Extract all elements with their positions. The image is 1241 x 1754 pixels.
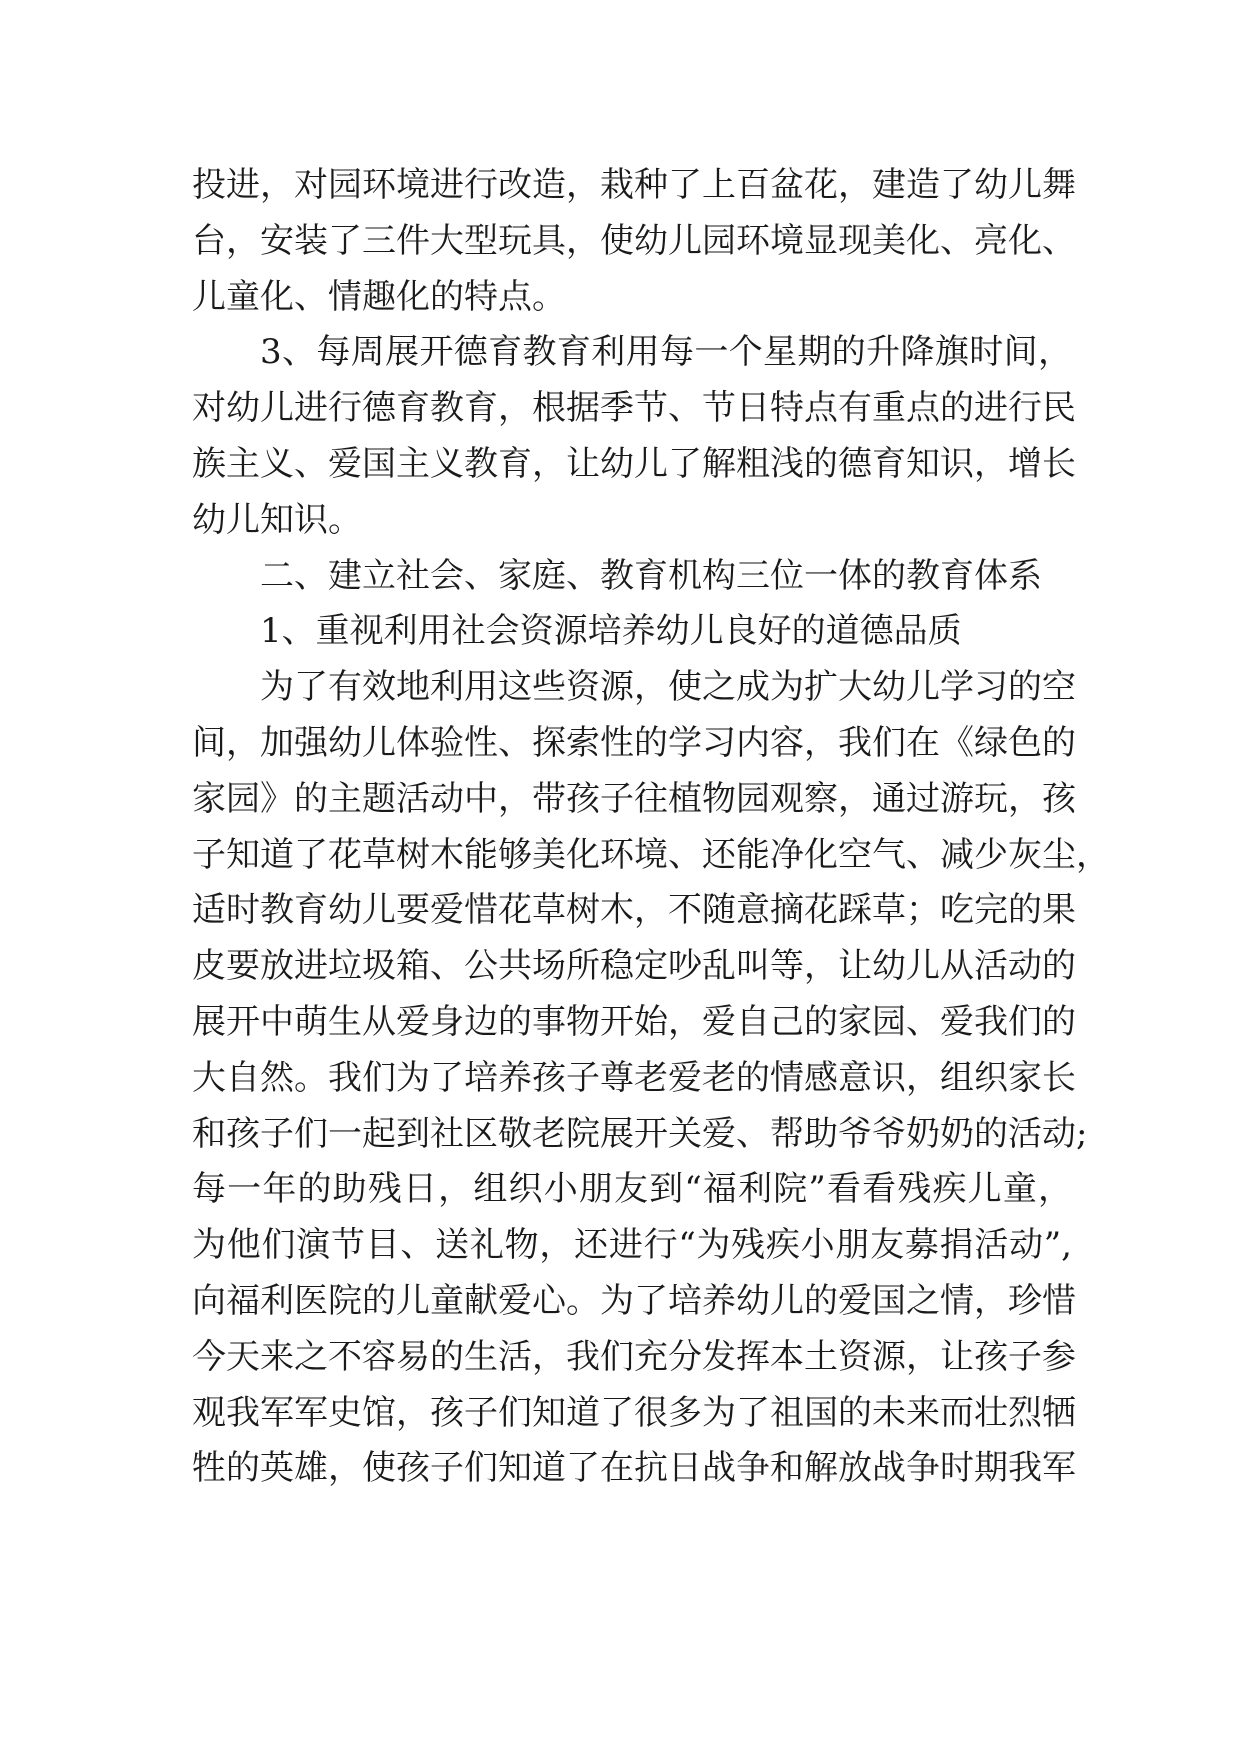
text-line: 适时教育幼儿要爱惜花草树木，不随意摘花踩草；吃完的果	[192, 890, 1076, 931]
text-line: 幼儿知识。	[192, 499, 362, 540]
text-line: 为了有效地利用这些资源，使之成为扩大幼儿学习的空	[260, 667, 1076, 708]
text-line: 家园》的主题活动中，带孩子往植物园观察，通过游玩，孩	[192, 778, 1076, 819]
text-line: 今天来之不容易的生活，我们充分发挥本土资源，让孩子参	[192, 1336, 1076, 1377]
text-line: 牲的英雄，使孩子们知道了在抗日战争和解放战争时期我军	[192, 1448, 1076, 1489]
text-line: 观我军军史馆，孩子们知道了很多为了祖国的未来而壮烈牺	[192, 1392, 1076, 1433]
text-line: 台，安装了三件大型玩具，使幼儿园环境显现美化、亮化、	[192, 220, 1076, 261]
text-line: 子知道了花草树木能够美化环境、还能净化空气、减少灰尘，	[192, 834, 1110, 875]
subsection-heading: 1、重视利用社会资源培养幼儿良好的道德品质	[260, 611, 962, 652]
text-line: 大自然。我们为了培养孩子尊老爱老的情感意识，组织家长	[192, 1057, 1076, 1098]
text-line: 每一年的助残日，组织小朋友到“福利院”看看残疾儿童，	[192, 1169, 1072, 1210]
text-line: 向福利医院的儿童献爱心。为了培养幼儿的爱国之情，珍惜	[192, 1280, 1076, 1321]
text-line: 间，加强幼儿体验性、探索性的学习内容，我们在《绿色的	[192, 722, 1076, 763]
section-heading: 二、建立社会、家庭、教育机构三位一体的教育体系	[260, 555, 1042, 596]
text-line: 和孩子们一起到社区敬老院展开关爱、帮助爷爷奶奶的活动;	[192, 1113, 1088, 1154]
text-line: 族主义、爱国主义教育，让幼儿了解粗浅的德育知识，增长	[192, 443, 1076, 484]
text-line: 皮要放进垃圾箱、公共场所稳定吵乱叫等，让幼儿从活动的	[192, 946, 1076, 987]
text-line: 展开中萌生从爱身边的事物开始，爱自己的家园、爱我们的	[192, 1001, 1076, 1042]
text-line: 投进，对园环境进行改造，栽种了上百盆花，建造了幼儿舞	[192, 165, 1076, 205]
text-line: 3、每周展开德育教育利用每一个星期的升降旗时间，	[260, 332, 1072, 373]
body-text	[192, 158, 1110, 1497]
text-line: 为他们演节目、送礼物，还进行“为残疾小朋友募捐活动”,	[192, 1225, 1072, 1266]
text-line: 儿童化、情趣化的特点。	[192, 276, 566, 317]
text-line: 对幼儿进行德育教育，根据季节、节日特点有重点的进行民	[192, 388, 1076, 429]
